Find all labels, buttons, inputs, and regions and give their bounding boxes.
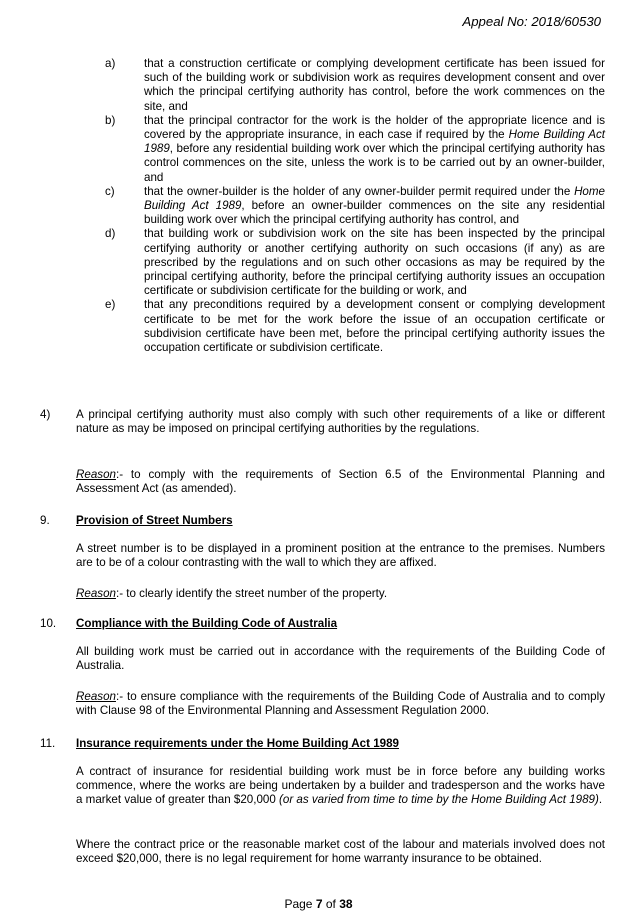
sub-item-text: that building work or subdivision work on the site has been inspected by the principal certifying authority or another certifying authority on such occasions (if any) as are prescribed by the regulations and on such other occasions as may be required by the principal certifying authority, before the principal certifying authority issues an occupation certificate or subdivision certificate for the building or work, and [144,227,605,298]
clause-4 [40,408,605,436]
sub-item-text: , before an owner-builder commences on the site any residential building work over which the principal certifying authority has control, and [144,199,605,227]
act-name: Home Building Act 1989 [144,184,605,213]
sub-item-e [105,298,605,355]
act-name: Home Building Act 1989 [144,128,605,156]
footer-text: of [322,897,340,911]
section-heading: Insurance requirements under the Home Building Act 1989 [76,737,399,750]
body-italic: (or as varied from time to time by the Home Building Act 1989) [279,793,599,807]
sub-item-list [105,57,605,355]
section-number: 9. [40,514,50,527]
reason-text: :- to comply with the requirements of Section 6.5 of the Environmental Planning and Assessment Act (as amended). [76,468,605,496]
reason-label: Reason [76,690,116,703]
reason-label: Reason [76,468,116,481]
clause-label: 4) [40,408,51,421]
sub-item-b [105,114,605,185]
section-heading: Provision of Street Numbers [76,514,233,527]
body-text: A contract of insurance for residential building work must be in force before any building works commence, where the works are being undertaken by a builder and tradesperson and the works have a market value of greater than $20,000 [76,765,605,807]
section-number: 11. [40,737,56,750]
section-body: All building work must be carried out in accordance with the requirements of the Building Code of Australia. [76,645,605,673]
reason-paragraph [76,468,605,496]
clause-text: A principal certifying authority must also comply with such other requirements of a like or different nature as may be imposed on principal certifying authorities by the regulations. [76,408,605,436]
body-text: . [598,793,603,807]
sub-item-label: e) [105,298,116,312]
sub-item-text: , before any residential building work over which the principal certifying authority has control commences on the site, unless the work is to be carried out by an owner-builder, and [144,142,605,184]
reason-label: Reason [76,587,116,600]
section-body: Where the contract price or the reasonable market cost of the labour and materials involved does not exceed $20,000, there is no legal requirement for home warranty insurance to be obtained. [76,838,605,866]
reason-text: :- to ensure compliance with the requirements of the Building Code of Australia and to comply with Clause 98 of the Environmental Planning and Assessment Regulation 2000. [76,690,605,718]
reason-paragraph [76,690,605,718]
sub-item-text: that the principal contractor for the work is the holder of the appropriate licence and is covered by the appropriate insurance, in each case if required by the [144,113,605,142]
sub-item-c [105,185,605,228]
section-body: A street number is to be displayed in a prominent position at the entrance to the premises. Numbers are to be of a colour contrasting with the wall to which they are affixed. [76,542,605,570]
section-heading: Compliance with the Building Code of Australia [76,617,338,630]
sub-item-text: that any preconditions required by a development consent or complying development certificate to be met for the work before the issue of an occupation certificate or subdivision certificate have been met, before the principal certifying authority issues the occupation certificate or subdivision certificate. [144,298,605,355]
sub-item-text: that a construction certificate or complying development certificate has been issued for such of the building work or subdivision work as requires development consent and over which the principal certifying authority has control, before the work commences on the site, and [144,57,605,113]
page-footer [0,897,637,911]
reason-paragraph [76,587,605,601]
sub-item-a [105,57,605,114]
reason-text: :- to clearly identify the street number of the property. [115,587,388,600]
page-total: 38 [339,897,353,911]
sub-item-text: that the owner-builder is the holder of any owner-builder permit required under the [144,184,575,198]
sub-item-label: a) [105,57,116,70]
page-number: 7 [315,897,323,911]
footer-text: Page [284,897,316,911]
sub-item-label: b) [105,113,116,127]
sub-item-label: c) [105,184,115,198]
sub-item-d [105,227,605,298]
appeal-number: Appeal No: 2018/60530 [462,14,601,29]
section-body [76,765,605,808]
section-number: 10. [40,617,57,630]
sub-item-label: d) [105,227,116,241]
